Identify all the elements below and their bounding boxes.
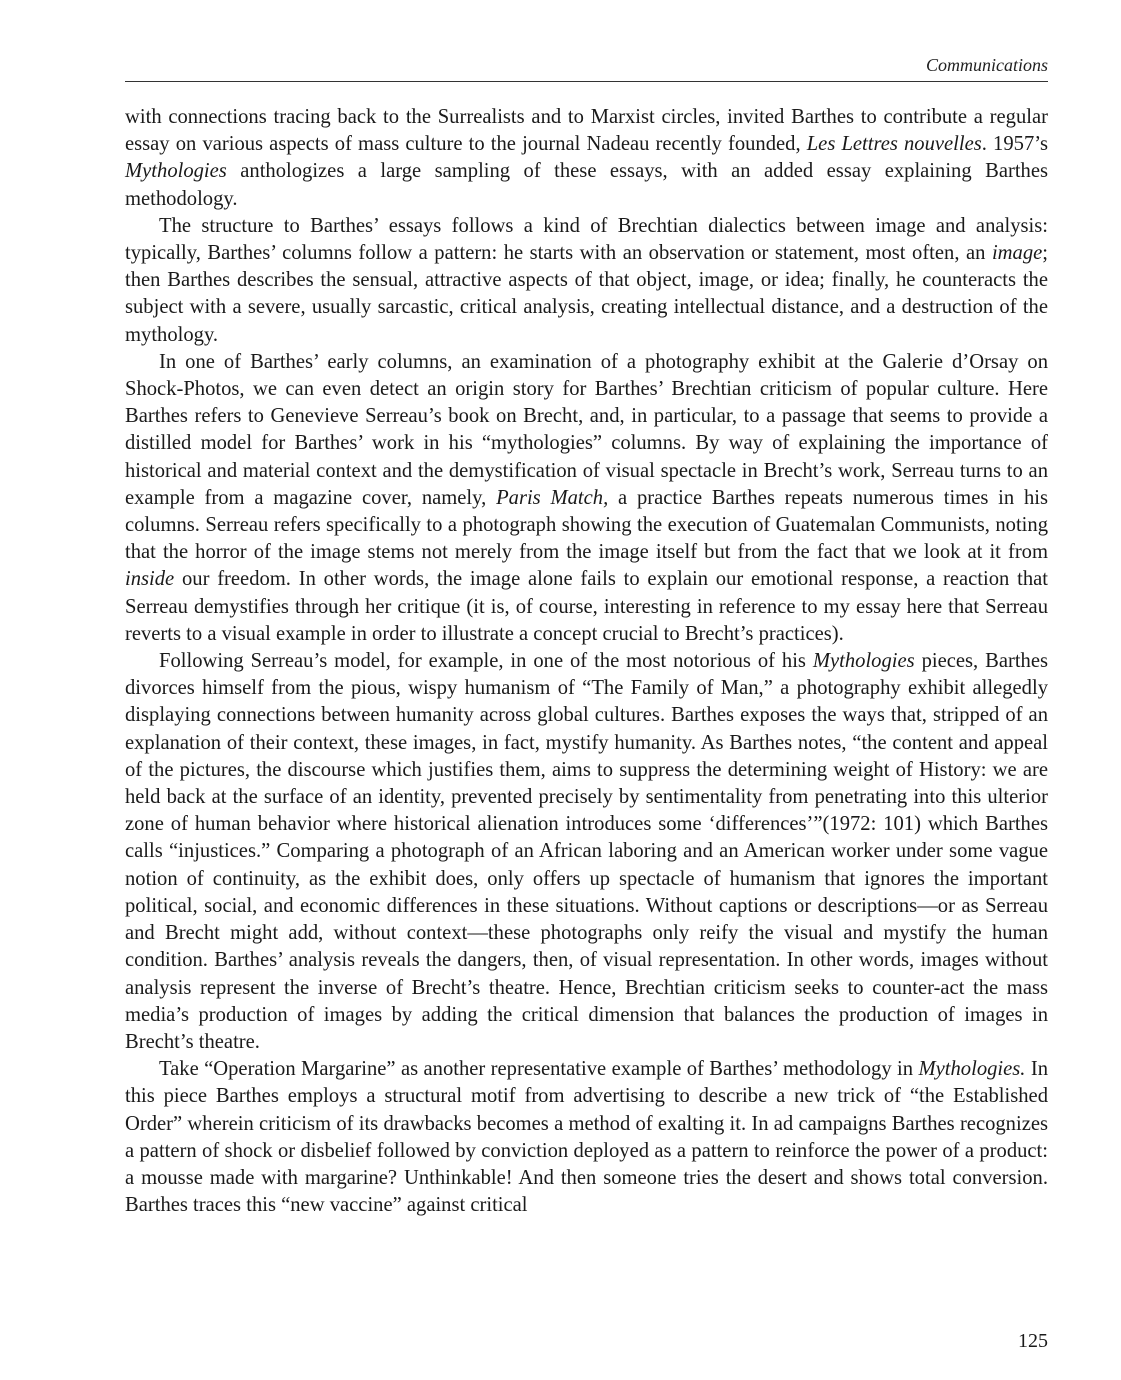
text-run: pieces, Barthes divorces himself from the pious, wispy humanism of “The Family of Man,” a photography exhibit allegedly displaying connections between humanity across global cultures. Barthes exposes the ways that, stripped of an explanation of their context, these images, in fact, mystify humanity. As Barthes notes, “the content and appeal of the pictures, the discourse which justifies them, aims to suppress the determining weight of History: we are held back at the surface of an identity, prevented precisely by sentimentality from penetrating into this ulterior zone of human behavior where historical alienation introduces some ‘differences’”(1972: 101) which Barthes calls “injustices.” Comparing a photograph of an African laboring and an American worker under some vague notion of continuity, as the exhibit does, only offers up spectacle of humanism that ignores the important political, social, and economic differences in these situations. Without captions or descriptions—or as Serreau and Brecht might add, without context—these photographs only reify the visual and mystify the human condition. Barthes’ analysis reveals the dangers, then, of visual representation. In other words, images without analysis represent the inverse of Brecht’s theatre. Hence, Brechtian criticism seeks to counter-act the mass media’s production of images by adding the critical dimension that balances the production of images in Brecht’s theatre. <box>125 650 1048 1053</box>
text-run: . 1957’s <box>981 133 1048 156</box>
paragraph-1 <box>125 104 1048 213</box>
running-header: Communications <box>925 55 1048 75</box>
paragraph-2 <box>125 213 1048 349</box>
text-run: Following Serreau’s model, for example, in one of the most notorious of his <box>159 650 813 673</box>
italic-run: Mythologies <box>125 160 227 183</box>
text-run: with connections tracing back to the Surrealists and to Marxist circles, invited Barthes to contribute a regular essay on various aspects of mass culture to the journal Nadeau recently founded, <box>125 106 1048 156</box>
paragraph-5 <box>125 1056 1048 1219</box>
italic-run: image <box>991 242 1043 265</box>
text-run: The structure to Barthes’ essays follows a kind of Brechtian dialectics between image and analysis: typically, Barthes’ columns follow a pattern: he starts with an observation or statement, most often, an <box>125 214 1048 265</box>
italic-run: Mythologies <box>812 650 915 673</box>
italic-run: Les Lettres nouvelles <box>806 133 982 156</box>
italic-run: Paris Match, <box>496 486 609 509</box>
paragraph-4 <box>125 648 1048 1056</box>
text-run: In this piece Barthes employs a structural motif from advertising to describe a new trick of “the Established Order” wherein criticism of its drawbacks becomes a method of exalting it. In ad campaigns Barthes recognizes a pattern of shock or disbelief followed by conviction deployed as a pattern to reinforce the power of a product: a mousse made with margarine? Unthinkable! And then someone tries the desert and shows total conversion. Barthes traces this “new vaccine” against critical <box>125 1058 1049 1217</box>
text-run: our freedom. In other words, the image alone fails to explain our emotional response, a reaction that Serreau demystifies through her critique (it is, of course, interesting in reference to my essay here that Serreau reverts to a visual example in order to illustrate a concept crucial to Brecht’s practices). <box>125 568 1048 645</box>
text-run: Take “Operation Margarine” as another representative example of Barthes’ methodology in <box>159 1058 919 1081</box>
body-text <box>125 104 1048 1219</box>
text-run: a practice Barthes repeats numerous times in his columns. Serreau refers specifically to a photograph showing the execution of Guatemalan Communists, noting that the horror of the image stems not merely from the image itself but from the fact that we look at it from <box>125 486 1048 564</box>
italic-run: Mythologies. <box>918 1058 1026 1081</box>
text-run: anthologizes a large sampling of these essays, with an added essay explaining Barthes methodology. <box>125 160 1048 210</box>
text-run: In one of Barthes’ early columns, an examination of a photography exhibit at the Galerie d’Orsay on Shock-Photos, we can even detect an origin story for Barthes’ Brechtian criticism of popular culture. Here Barthes refers to Genevieve Serreau’s book on Brecht, and, in particular, to a passage that seems to provide a distilled model for Barthes’ work in his “mythologies” columns. By way of explaining the importance of historical and material context and the demystification of visual spectacle in Brecht’s work, Serreau turns to an example from a magazine cover, namely, <box>125 350 1048 509</box>
italic-run: inside <box>125 568 175 591</box>
header-rule <box>125 81 1048 82</box>
text-run: ; then Barthes describes the sensual, attractive aspects of that object, image, or idea; finally, he counteracts the subject with a severe, usually sarcastic, critical analysis, creating intellectual distance, and a destruction of the mythology. <box>125 242 1048 346</box>
page-number: 125 <box>1018 1330 1048 1352</box>
paragraph-3 <box>125 349 1048 648</box>
